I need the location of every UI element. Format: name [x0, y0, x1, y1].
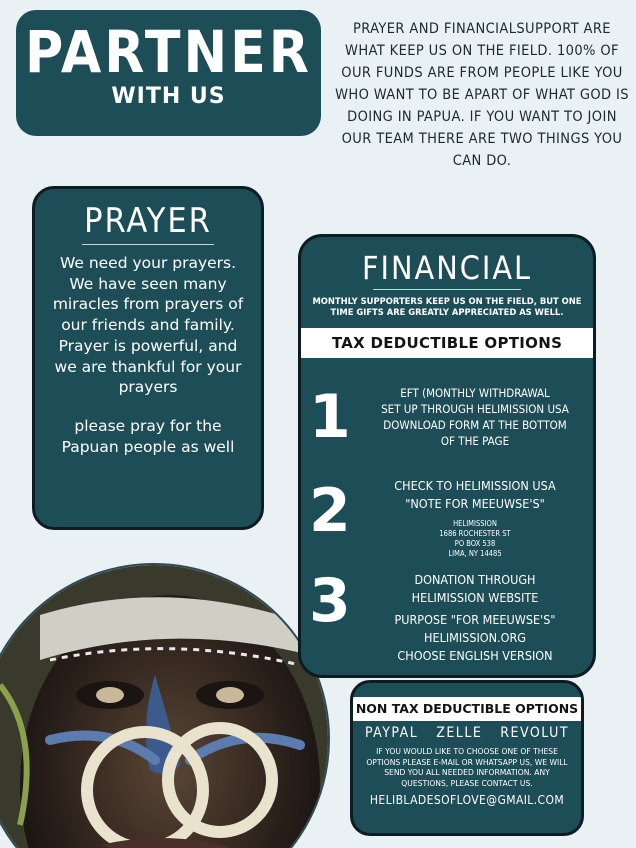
financial-card — [298, 234, 596, 678]
contact-email: HELIBLADESOFLOVE@GMAIL.COM — [369, 793, 565, 807]
option-text — [361, 385, 589, 449]
option-1 — [301, 379, 593, 469]
option-line: PURPOSE "FOR MEEUWSE'S" — [394, 612, 556, 627]
nontax-card — [350, 680, 584, 836]
method-zelle: ZELLE — [436, 725, 483, 741]
financial-heading: FINANCIAL — [361, 249, 533, 287]
option-text — [361, 571, 589, 665]
prayer-heading: PRAYER — [84, 201, 212, 241]
option-line: DONATION THROUGH — [414, 572, 536, 587]
portrait-photo — [0, 563, 330, 848]
prayer-body: We need your prayers. We have seen many miracles from prayers of our friends and family. Prayer is powerful, and we are thankful for your prayers — [52, 254, 244, 397]
intro-text: PRAYER AND FINANCIALSUPPORT ARE WHAT KEEP US ON THE FIELD. 100% OF OUR FUNDS ARE FROM PEOPLE LIKE YOU WHO WANT TO BE APART OF WHAT GOD IS DOING IN PAPUA. IF YOU WANT TO JOIN OUR TEAM THERE ARE TWO THINGS YOU CAN DO. — [335, 21, 629, 169]
address-line: HELIMISSION — [453, 519, 497, 528]
method-paypal: PAYPAL — [364, 725, 419, 741]
option-line: CHOOSE ENGLISH VERSION — [397, 648, 553, 663]
option-2 — [301, 475, 593, 565]
option-line: CHECK TO HELIMISSION USA — [394, 478, 556, 493]
nontax-bar: NON TAX DEDUCTIBLE OPTIONS — [353, 697, 581, 721]
address-line: LIMA, NY 14485 — [448, 549, 502, 558]
option-number: 2 — [309, 476, 351, 546]
tax-deductible-bar: TAX DEDUCTIBLE OPTIONS — [301, 328, 593, 358]
option-number: 3 — [309, 566, 351, 636]
payment-methods — [353, 725, 581, 741]
partner-subtitle: WITH US — [111, 84, 226, 109]
option-link: HELIMISSION.ORG — [424, 630, 526, 645]
option-3 — [301, 566, 593, 675]
option-line: SET UP THROUGH HELIMISSION USA — [381, 402, 569, 416]
option-line: OF THE PAGE — [440, 434, 510, 448]
option-line: EFT (MONTHLY WITHDRAWAL — [400, 386, 550, 400]
option-line: "NOTE FOR MEEUWSE'S" — [405, 496, 545, 511]
option-number: 1 — [309, 382, 351, 452]
address-line: PO BOX 538 — [454, 539, 496, 548]
prayer-closing: please pray for the Papuan people as well — [61, 416, 235, 456]
option-line: HELIMISSION WEBSITE — [411, 590, 539, 605]
financial-divider — [373, 289, 521, 290]
partner-banner — [16, 10, 321, 136]
address-line: 1686 ROCHESTER ST — [439, 529, 511, 538]
financial-tagline: MONTHLY SUPPORTERS KEEP US ON THE FIELD, BUT ONE TIME GIFTS ARE GREATLY APPRECIATED AS WELL. — [312, 296, 582, 317]
partner-title: PARTNER — [25, 18, 312, 86]
option-line: DOWNLOAD FORM AT THE BOTTOM — [383, 418, 567, 432]
prayer-divider — [82, 244, 214, 245]
portrait-illustration — [0, 565, 330, 848]
method-revolut: REVOLUT — [500, 725, 570, 741]
nontax-note: IF YOU WOULD LIKE TO CHOOSE ONE OF THESE OPTIONS PLEASE E-MAIL OR WHATSAPP US, WE WILL SEND YOU ALL NEEDED INFORMATION. ANY QUESTIONS, PLEASE CONTACT US. — [366, 747, 568, 788]
option-text — [361, 477, 589, 559]
prayer-card — [32, 186, 264, 530]
